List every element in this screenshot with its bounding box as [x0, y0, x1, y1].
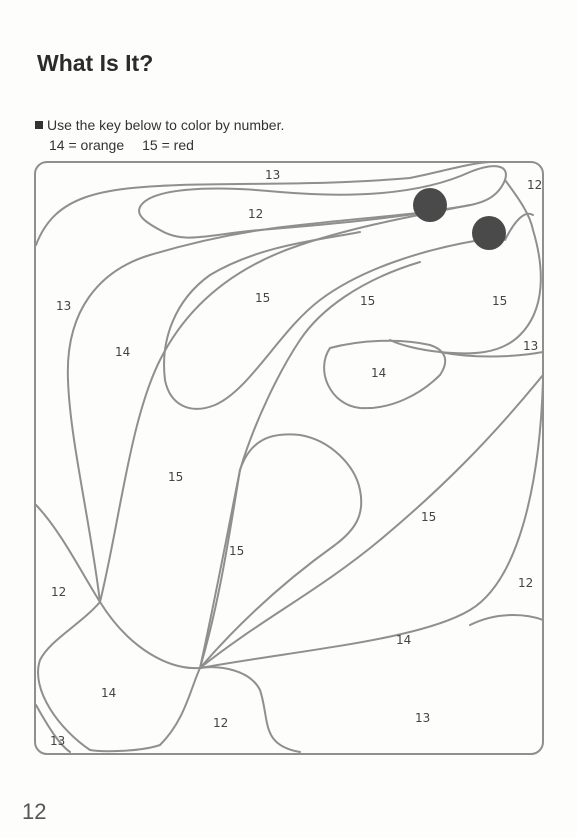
page-number: 12: [22, 799, 47, 824]
outline: [100, 602, 200, 668]
region-number: 14: [396, 633, 412, 647]
outline: [200, 262, 420, 668]
outline: [165, 240, 480, 409]
key-red: 15 = red: [142, 137, 194, 153]
region-number: 15: [360, 294, 376, 308]
outline: [200, 667, 300, 752]
region-number: 15: [421, 510, 437, 524]
puzzle-frame: [35, 162, 543, 754]
key-orange: 14 = orange: [49, 137, 125, 153]
region-number: 12: [518, 576, 534, 590]
region-number: 12: [213, 716, 229, 730]
page-title: What Is It?: [37, 50, 154, 76]
region-number: 15: [168, 470, 184, 484]
region-number: 14: [115, 345, 131, 359]
eye-icon: [413, 188, 447, 222]
region-number: 13: [50, 734, 66, 748]
outline: [90, 668, 200, 751]
region-number: 13: [265, 168, 281, 182]
region-number: 12: [248, 207, 264, 221]
region-number: 15: [492, 294, 508, 308]
instruction-text: Use the key below to color by number.: [47, 117, 285, 133]
region-number: 12: [527, 178, 543, 192]
outline: [200, 380, 543, 668]
region-number: 14: [371, 366, 387, 380]
region-number: 13: [56, 299, 72, 313]
region-number: 15: [229, 544, 245, 558]
region-number: 13: [415, 711, 431, 725]
outline: [470, 615, 543, 625]
region-number: 12: [51, 585, 67, 599]
outline: [139, 166, 506, 237]
region-number: 15: [255, 291, 271, 305]
outline: [200, 375, 543, 668]
region-number: 14: [101, 686, 117, 700]
eye-icon: [472, 216, 506, 250]
region-number: 13: [523, 339, 539, 353]
